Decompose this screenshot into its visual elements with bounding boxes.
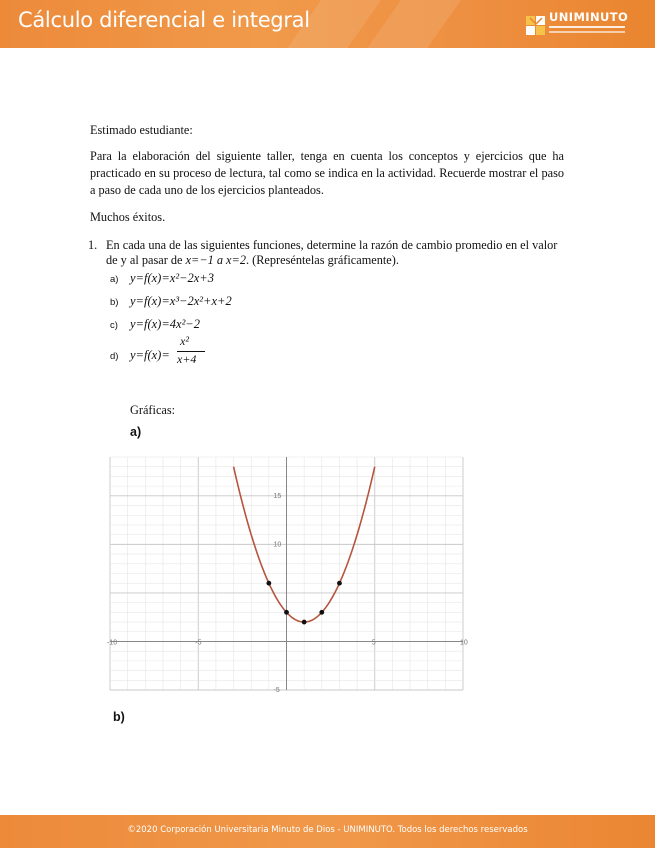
closing-text: Muchos éxitos. (90, 210, 166, 224)
uniminuto-logo (525, 10, 627, 40)
y-tick-label: 10 (273, 541, 282, 549)
x-tick-label: -10 (107, 639, 118, 647)
graficas-label: Gráficas: (130, 403, 176, 417)
data-point (337, 581, 342, 586)
exercise-item-c (110, 317, 200, 332)
question-text-part2: . (Represéntelas gráficamente). (245, 253, 399, 267)
section-a-label: a) (130, 425, 142, 439)
intro-paragraph: Para la elaboración del siguiente taller, tenga en cuenta los conceptos y ejercicios que ha practicado en su proceso de lectura, tal como se indica en la actividad. Recuerde mostrar el paso a paso de cada uno de los ejercicios planteados. (90, 149, 564, 197)
y-tick-label: -5 (273, 687, 280, 694)
data-point (302, 620, 307, 625)
question-interval: x=−1 a x=2 (185, 253, 246, 267)
question-1-text (106, 238, 564, 268)
item-expression: y=f(x)=x²−2x+3 (130, 271, 214, 285)
item-label: b) (110, 297, 119, 308)
logo-tagline (549, 26, 625, 28)
section-b-label: b) (113, 710, 125, 724)
fraction-numerator: x² (180, 334, 189, 348)
function-graph (107, 457, 468, 694)
question-text-part1: En cada una de las siguientes funciones, determine la razón de cambio promedio en el valor de y al pasar de (106, 238, 558, 267)
copyright-text: ©2020 Corporación Universitaria Minuto de Dios - UNIMINUTO. Todos los derechos reservados (127, 825, 528, 835)
document-footer (0, 815, 655, 848)
fraction-denominator: x+4 (177, 352, 197, 366)
exercise-item-b (110, 294, 232, 309)
data-point (284, 610, 289, 615)
document-header (0, 0, 655, 48)
item-label: c) (110, 320, 118, 331)
header-title: Cálculo diferencial e integral (18, 8, 310, 32)
exercise-item-a (110, 271, 214, 286)
exercise-item-d (110, 334, 197, 366)
item-expression: y=f(x)=x³−2x²+x+2 (130, 294, 232, 308)
item-label: d) (110, 351, 119, 362)
x-tick-label: 5 (371, 639, 376, 647)
item-label: a) (110, 274, 119, 285)
question-number: 1. (88, 238, 98, 252)
item-expression: y=f(x)=4x²−2 (130, 317, 200, 331)
logo-name: UNIMINUTO (549, 10, 629, 24)
logo-mark-icon (525, 12, 547, 36)
x-tick-label: 10 (460, 639, 468, 647)
greeting: Estimado estudiante: (90, 123, 193, 137)
y-tick-label: 15 (273, 492, 282, 500)
data-point (266, 581, 271, 586)
item-expression-prefix: y=f(x)= (130, 348, 170, 362)
x-tick-label: -5 (195, 639, 202, 647)
logo-tagline (549, 31, 625, 33)
data-point (319, 610, 324, 615)
